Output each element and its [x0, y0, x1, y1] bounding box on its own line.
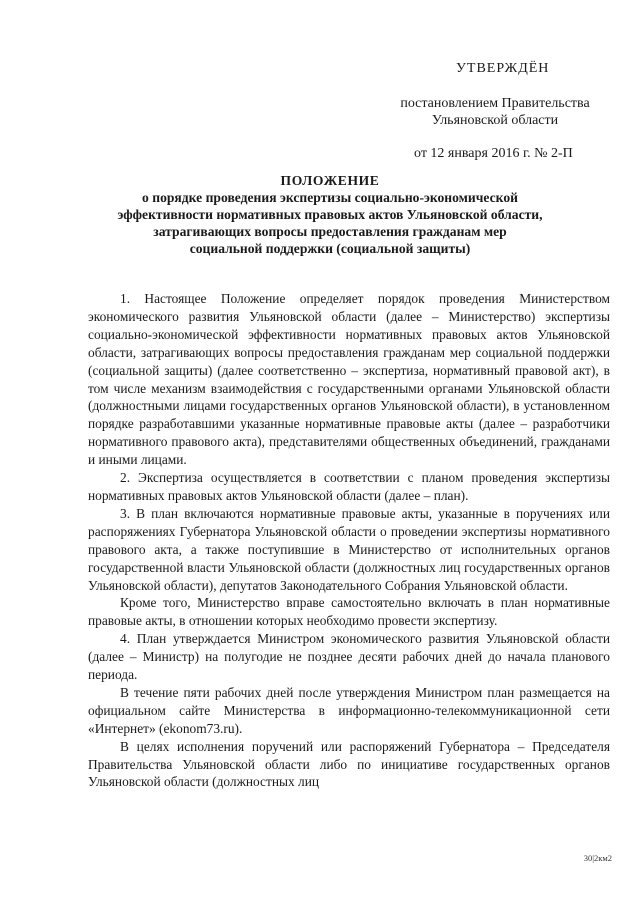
- paragraph: Кроме того, Министерство вправе самостоятельно включать в план нормативные правовые акты, в отношении которых необходимо провести экспертизу.: [88, 595, 610, 629]
- paragraph: В течение пяти рабочих дней после утверждения Министром план размещается на официальном сайте Министерства в информационно-телекоммуникационной сети «Интернет» (ekonom73.ru).: [88, 684, 610, 736]
- approval-date: от 12 января 2016 г. № 2-П: [414, 146, 573, 161]
- document-body: [88, 290, 610, 791]
- paragraph: 2. Экспертиза осуществляется в соответствии с планом проведения экспертизы нормативных правовых актов Ульяновской области (далее – план).: [88, 470, 610, 503]
- paragraph: 1. Настоящее Положение определяет порядок проведения Министерством экономического развития Ульяновской области (далее – Министерство) экспертизы социально-экономической эффективности нормативных правовых актов Ульяновской области, затрагивающих вопросы предоставления гражданам мер социальной поддержки (социальной защиты) (далее соответственно – экспертиза, нормативный правовой акт), в том числе механизм взаимодействия с государственными органами Ульяновской области (должностными лицами государственных органов Ульяновской области), в установленном порядке разработавшими указанные нормативные правовые акты (далее – разработчики нормативного правового акта), представителями общественных объединений, гражданами и иными лицами.: [88, 291, 610, 468]
- document-title: [60, 172, 600, 257]
- title-line: о порядке проведения экспертизы социально-экономической: [142, 190, 518, 205]
- paragraph: 4. План утверждается Министром экономического развития Ульяновской области (далее – Министр) на полугодие не позднее десяти рабочих дней до начала планового периода.: [88, 631, 610, 683]
- decree-line: постановлением Правительства: [400, 96, 590, 111]
- title-heading: ПОЛОЖЕНИЕ: [280, 173, 380, 188]
- approval-decree: [380, 95, 610, 129]
- approval-block: [380, 60, 610, 162]
- footer-code: 30|2км2: [583, 853, 612, 863]
- approval-stamp: УТВЕРЖДЁН: [456, 61, 550, 76]
- title-line: социальной поддержки (социальной защиты): [189, 241, 471, 256]
- paragraph: В целях исполнения поручений или распоряжений Губернатора – Председателя Правительства Ульяновской области либо по инициативе государственных органов Ульяновской области (должностных лиц: [88, 738, 610, 790]
- title-line: эффективности нормативных правовых актов Ульяновской области,: [117, 207, 543, 222]
- title-line: затрагивающих вопросы предоставления гражданам мер: [153, 224, 507, 239]
- paragraph: 3. В план включаются нормативные правовые акты, указанные в поручениях или распоряжениях Губернатора Ульяновской области о проведении экспертизы нормативного правового акта, а также поступившие в Министерство от исполнительных органов государственной власти Ульяновской области (должностных лиц государственных органов Ульяновской области), депутатов Законодательного Собрания Ульяновской области.: [88, 505, 610, 593]
- decree-line: Ульяновской области: [431, 113, 559, 128]
